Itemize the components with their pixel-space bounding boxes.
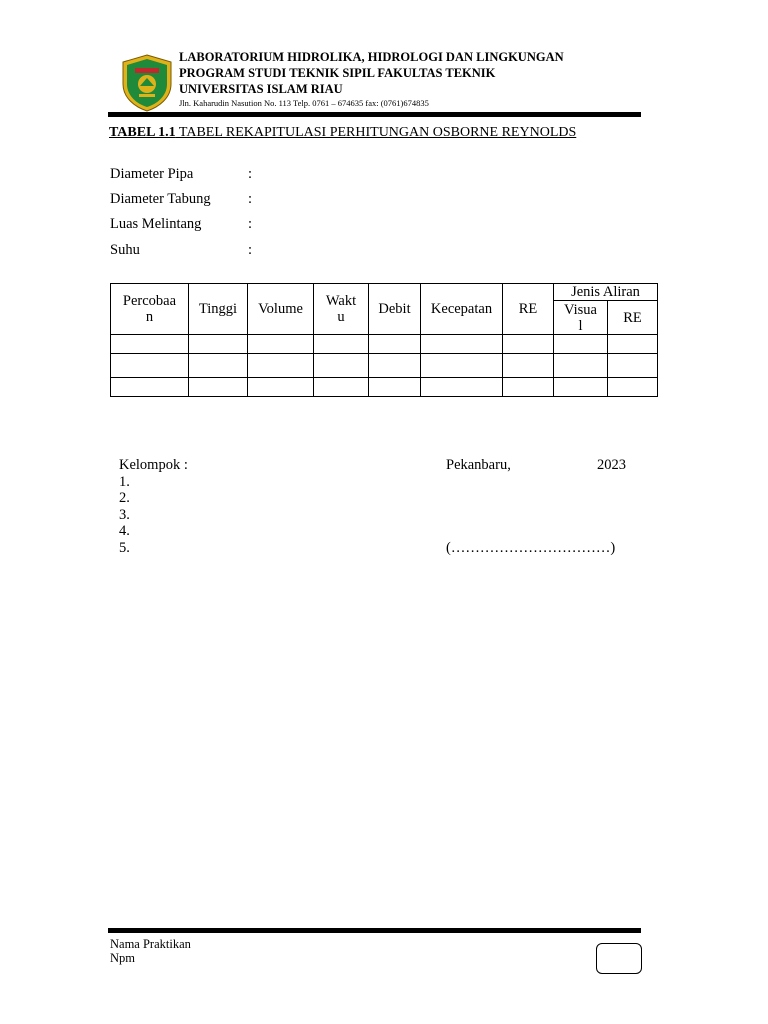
table-cell[interactable] xyxy=(554,354,608,378)
university-logo xyxy=(121,54,173,112)
table-cell[interactable] xyxy=(248,378,314,397)
table-title-text: TABEL REKAPITULASI PERHITUNGAN OSBORNE REYNOLDS xyxy=(175,125,577,140)
table-cell[interactable] xyxy=(314,378,369,397)
table-cell[interactable] xyxy=(503,335,554,354)
field-diameter-tabung-sep: : xyxy=(248,191,253,207)
table-cell[interactable] xyxy=(608,354,658,378)
table-cell[interactable] xyxy=(554,378,608,397)
member-4: 4. xyxy=(119,523,130,539)
table-cell[interactable] xyxy=(421,354,503,378)
table-cell[interactable] xyxy=(369,335,421,354)
col-header-waktu: Wakt u xyxy=(314,284,369,335)
page-number-box xyxy=(596,943,642,974)
field-suhu-sep: : xyxy=(248,242,253,258)
col-header-re-aliran: RE xyxy=(608,301,658,335)
header-program-name: PROGRAM STUDI TEKNIK SIPIL FAKULTAS TEKNIK xyxy=(179,66,496,80)
table-cell[interactable] xyxy=(554,335,608,354)
recap-table xyxy=(110,283,658,397)
table-cell[interactable] xyxy=(369,378,421,397)
col-header-percobaan: Percobaa n xyxy=(111,284,189,335)
table-cell[interactable] xyxy=(248,354,314,378)
table-cell[interactable] xyxy=(111,354,189,378)
col-header-re: RE xyxy=(503,284,554,335)
field-diameter-tabung-label: Diameter Tabung xyxy=(110,191,211,207)
table-cell[interactable] xyxy=(503,378,554,397)
field-luas-melintang-label: Luas Melintang xyxy=(110,216,202,232)
header-university-name: UNIVERSITAS ISLAM RIAU xyxy=(179,82,343,96)
table-row xyxy=(111,354,658,378)
member-3: 3. xyxy=(119,507,130,523)
table-cell[interactable] xyxy=(608,378,658,397)
table-cell[interactable] xyxy=(421,335,503,354)
table-cell[interactable] xyxy=(111,335,189,354)
shield-emblem-icon xyxy=(121,54,173,112)
group-label: Kelompok : xyxy=(119,457,188,473)
member-1: 1. xyxy=(119,474,130,490)
col-header-visual: Visua l xyxy=(554,301,608,335)
field-diameter-pipa-sep: : xyxy=(248,166,253,182)
table-row xyxy=(111,378,658,397)
year-label: 2023 xyxy=(597,457,626,473)
table-title xyxy=(109,125,576,141)
table-cell[interactable] xyxy=(608,335,658,354)
table-cell[interactable] xyxy=(189,335,248,354)
header-address: Jln. Kaharudin Nasution No. 113 Telp. 0761 – 674635 fax: (0761)674835 xyxy=(179,98,429,108)
signature-line: (……………………………) xyxy=(446,540,616,556)
table-title-number: TABEL 1.1 xyxy=(109,125,176,140)
field-luas-melintang-sep: : xyxy=(248,216,253,232)
table-cell[interactable] xyxy=(421,378,503,397)
col-header-debit: Debit xyxy=(369,284,421,335)
table-cell[interactable] xyxy=(369,354,421,378)
table-cell[interactable] xyxy=(189,378,248,397)
table-cell[interactable] xyxy=(248,335,314,354)
table-cell[interactable] xyxy=(189,354,248,378)
header-divider xyxy=(108,112,641,117)
table-cell[interactable] xyxy=(314,335,369,354)
col-header-kecepatan: Kecepatan xyxy=(421,284,503,335)
header-lab-name: LABORATORIUM HIDROLIKA, HIDROLOGI DAN LINGKUNGAN xyxy=(179,50,564,64)
table-cell[interactable] xyxy=(503,354,554,378)
place-label: Pekanbaru, xyxy=(446,457,511,473)
col-header-jenis-aliran: Jenis Aliran xyxy=(554,284,658,301)
col-header-tinggi: Tinggi xyxy=(189,284,248,335)
table-cell[interactable] xyxy=(314,354,369,378)
member-2: 2. xyxy=(119,490,130,506)
col-header-volume: Volume xyxy=(248,284,314,335)
member-5: 5. xyxy=(119,540,130,556)
table-row xyxy=(111,335,658,354)
footer-divider xyxy=(108,928,641,933)
table-cell[interactable] xyxy=(111,378,189,397)
field-suhu-label: Suhu xyxy=(110,242,140,258)
footer-name-label: Nama Praktikan xyxy=(110,937,191,951)
field-diameter-pipa-label: Diameter Pipa xyxy=(110,166,194,182)
footer-npm-label: Npm xyxy=(110,951,135,965)
